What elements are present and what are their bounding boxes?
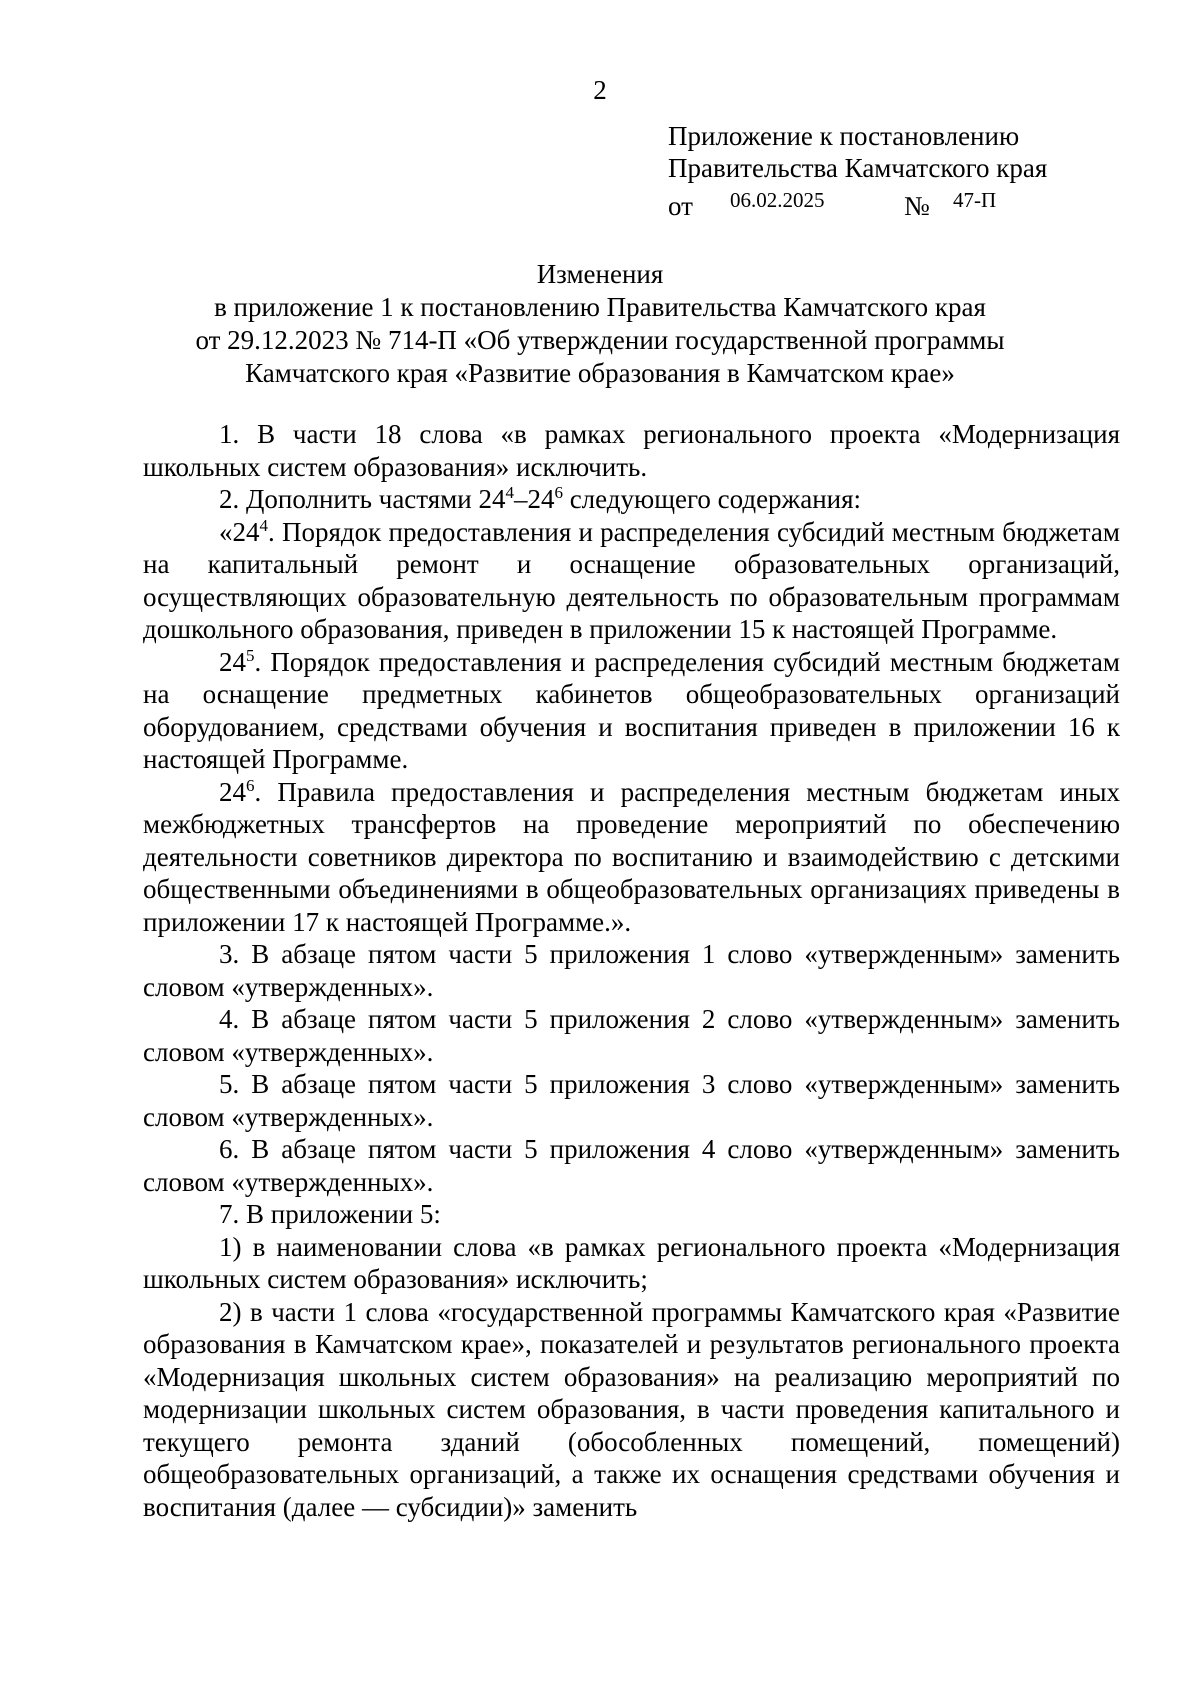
appendix-header <box>668 120 1148 220</box>
from-label: от <box>668 191 693 221</box>
paragraph-2 <box>143 483 1120 516</box>
number-sign: № <box>904 191 930 221</box>
title-line-4: Камчатского края «Развитие образования в Камчатском крае» <box>245 358 955 388</box>
paragraph-2-dash: –24 <box>513 484 555 514</box>
paragraph-5-text: . Правила предоставления и распределения местным бюджетам иных межбюджетных трансфертов на проведение мероприятий по обеспечению деятельности советников директора по воспитанию и взаимодействию с детскими общественными объединениями в общеобразовательных организациях приведены в приложении 17 к настоящей Программе.». <box>143 776 1120 937</box>
appendix-line-1: Приложение к постановлению <box>668 121 1020 151</box>
paragraph-9: 6. В абзаце пятом части 5 приложения 4 слово «утвержденным» заменить словом «утвержденных». <box>143 1134 1120 1197</box>
superscript: 4 <box>505 483 514 502</box>
page-number: 2 <box>593 75 607 105</box>
paragraph-4-before: 24 <box>219 646 246 677</box>
paragraph-10: 7. В приложении 5: <box>219 1199 441 1229</box>
paragraph-1: 1. В части 18 слова «в рамках регионального проекта «Модернизация школьных систем образования» исключить. <box>143 419 1120 482</box>
decree-date: 06.02.2025 <box>730 188 825 212</box>
paragraph-3 <box>143 516 1120 646</box>
paragraph-4-text: . Порядок предоставления и распределения субсидий местным бюджетам на оснащение предметных кабинетов общеобразовательных организаций оборудованием, средствами обучения и воспитания приведен в приложении 16 к настоящей Программе. <box>143 646 1120 774</box>
paragraph-2-after: следующего содержания: <box>562 484 862 514</box>
paragraph-3-before: «24 <box>219 516 260 547</box>
paragraph-12: 2) в части 1 слова «государственной программы Камчатского края «Развитие образования в Камчатском крае», показателей и результатов регионального проекта «Модернизация школьных систем образования» на реализацию мероприятий по модернизации школьных систем образования, в части проведения капитального и текущего ремонта зданий (обособленных помещений, помещений) общеобразовательных организаций, а также их оснащения средствами обучения и воспитания (далее — субсидии)» заменить <box>143 1296 1120 1522</box>
superscript: 6 <box>246 775 255 795</box>
paragraph-4 <box>143 646 1120 776</box>
title-line-3: от 29.12.2023 № 714-П «Об утверждении государственной программы <box>195 325 1005 355</box>
superscript: 6 <box>554 483 563 502</box>
paragraph-5 <box>143 776 1120 939</box>
paragraph-3-text: . Порядок предоставления и распределения субсидий местным бюджетам на капитальный ремонт и оснащение образовательных организаций, осуществляющих образовательную деятельность по образовательным программам дошкольного образования, приведен в приложении 15 к настоящей Программе. <box>143 516 1120 644</box>
paragraph-11: 1) в наименовании слова «в рамках регионального проекта «Модернизация школьных систем образования» исключить; <box>143 1231 1120 1294</box>
decree-number: 47-П <box>953 188 997 212</box>
appendix-date-row <box>668 184 1148 220</box>
superscript: 4 <box>259 515 268 535</box>
superscript: 5 <box>246 645 255 665</box>
paragraph-5-before: 24 <box>219 776 246 807</box>
paragraph-6: 3. В абзаце пятом части 5 приложения 1 слово «утвержденным» заменить словом «утвержденных». <box>143 939 1120 1002</box>
document-body <box>143 418 1120 1523</box>
document-title <box>130 258 1070 390</box>
paragraph-7: 4. В абзаце пятом части 5 приложения 2 слово «утвержденным» заменить словом «утвержденных». <box>143 1004 1120 1067</box>
title-line-1: Изменения <box>536 259 664 289</box>
appendix-line-2: Правительства Камчатского края <box>668 153 1048 183</box>
paragraph-2-before: 2. Дополнить частями 24 <box>219 484 506 514</box>
title-line-2: в приложение 1 к постановлению Правительства Камчатского края <box>214 292 986 322</box>
paragraph-8: 5. В абзаце пятом части 5 приложения 3 слово «утвержденным» заменить словом «утвержденных». <box>143 1069 1120 1132</box>
